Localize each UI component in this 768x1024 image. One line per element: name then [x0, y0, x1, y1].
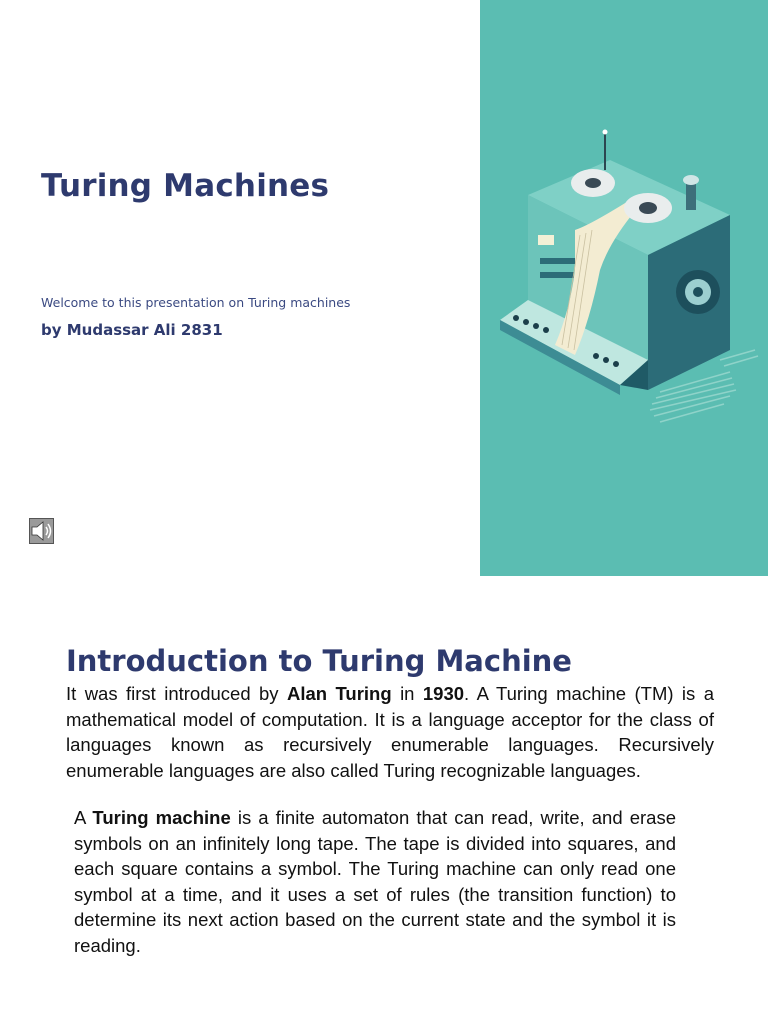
definition-text-1: A: [74, 807, 93, 828]
speaker-icon-graphic: [29, 518, 54, 544]
intro-slide: [0, 576, 768, 1024]
intro-paragraph: [66, 681, 714, 783]
section-heading: Introduction to Turing Machine: [66, 644, 572, 678]
alan-turing-bold: Alan Turing: [286, 683, 392, 704]
intro-text-3: . A Turing machine (TM) is a mathematical model of computation. It is a language acceptor for the class of languages known as recursively enumerable languages. Recursively enumerable languages are also called Turing recognizable languages.: [66, 683, 714, 781]
slide-title: Turing Machines: [41, 168, 330, 204]
intro-text-2: in: [391, 683, 423, 704]
welcome-text: Welcome to this presentation on Turing machines: [41, 295, 351, 310]
author-byline: by Mudassar Ali 2831: [41, 321, 223, 339]
definition-text-2: is a finite automaton that can read, write, and erase symbols on an infinitely long tape. The tape is divided into squares, and each square contains a symbol. The Turing machine can only read one symbol at a time, and it uses a set of rules (the transition function) to determine its next action based on the current state and the symbol it is reading.: [74, 807, 676, 956]
definition-paragraph: [74, 805, 676, 959]
intro-text-1: It was first introduced by: [66, 683, 287, 704]
year-bold: 1930: [422, 683, 465, 704]
speaker-icon[interactable]: [29, 518, 54, 544]
turing-machine-bold: Turing machine: [92, 807, 231, 828]
turing-machine-illustration: [480, 0, 768, 576]
